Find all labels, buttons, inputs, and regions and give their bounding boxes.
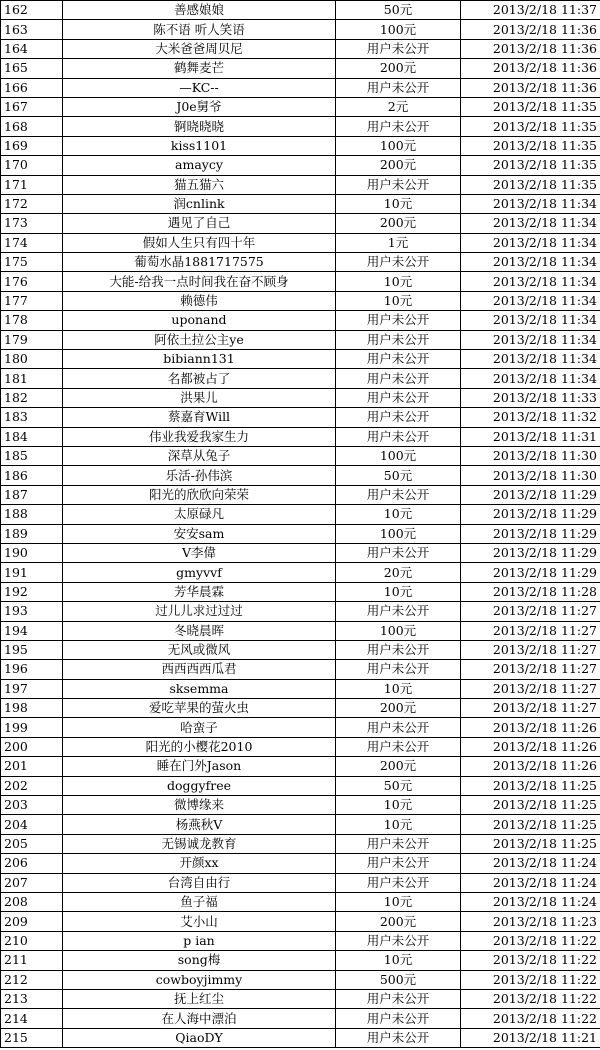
donation-amount: 200元 [336,699,461,718]
donor-name: 阳光的小樱花2010 [63,737,336,756]
donation-time: 2013/2/18 11:36 [461,78,600,97]
donor-name: 睡在门外Jason [63,757,336,776]
donation-amount: 200元 [336,59,461,78]
table-row [1,97,600,116]
donor-name: 无风或微风 [63,640,336,659]
donation-time: 2013/2/18 11:34 [461,330,600,349]
donor-name: —KC-- [63,78,336,97]
donation-amount: 500元 [336,970,461,989]
donor-name: 在人海中漂泊 [63,1009,336,1028]
donor-name: 芳华晨霖 [63,582,336,601]
row-number: 214 [1,1009,63,1028]
row-number: 209 [1,912,63,931]
donation-time: 2013/2/18 11:26 [461,737,600,756]
table-row [1,1,600,20]
table-row [1,78,600,97]
table-row [1,59,600,78]
donation-time: 2013/2/18 11:22 [461,1009,600,1028]
row-number: 163 [1,20,63,39]
donor-name: 洪果儿 [63,388,336,407]
donor-name: QiaoDY [63,1028,336,1047]
row-number: 175 [1,253,63,272]
table-row [1,214,600,233]
table-row [1,233,600,252]
row-number: 179 [1,330,63,349]
donation-amount: 100元 [336,621,461,640]
donation-time: 2013/2/18 11:25 [461,776,600,795]
donor-name: 抚上红尘 [63,989,336,1008]
row-number: 198 [1,699,63,718]
donation-time: 2013/2/18 11:25 [461,815,600,834]
row-number: 171 [1,175,63,194]
donation-time: 2013/2/18 11:30 [461,466,600,485]
table-row [1,408,600,427]
donation-amount: 10元 [336,951,461,970]
donation-time: 2013/2/18 11:36 [461,59,600,78]
donation-time: 2013/2/18 11:22 [461,931,600,950]
donation-time: 2013/2/18 11:30 [461,446,600,465]
donation-time: 2013/2/18 11:25 [461,796,600,815]
donation-amount: 用户未公开 [336,39,461,58]
donation-amount: 2元 [336,97,461,116]
donor-name: 鱼子福 [63,892,336,911]
donation-amount: 用户未公开 [336,427,461,446]
table-row [1,466,600,485]
donation-amount: 10元 [336,582,461,601]
donation-time: 2013/2/18 11:34 [461,194,600,213]
donor-name: 善感娘娘 [63,1,336,20]
donor-name: 阿依土拉公主ye [63,330,336,349]
donation-time: 2013/2/18 11:21 [461,1028,600,1047]
row-number: 207 [1,873,63,892]
table-row [1,854,600,873]
table-row [1,737,600,756]
table-row [1,330,600,349]
table-row [1,699,600,718]
donation-time: 2013/2/18 11:35 [461,117,600,136]
donation-time: 2013/2/18 11:34 [461,253,600,272]
donor-name: cowboyjimmy [63,970,336,989]
table-row [1,272,600,291]
table-row [1,117,600,136]
row-number: 191 [1,563,63,582]
donor-name: doggyfree [63,776,336,795]
donation-time: 2013/2/18 11:22 [461,970,600,989]
donor-name: 乐活-孙伟滨 [63,466,336,485]
row-number: 201 [1,757,63,776]
table-row [1,757,600,776]
row-number: 177 [1,291,63,310]
donation-time: 2013/2/18 11:22 [461,951,600,970]
row-number: 211 [1,951,63,970]
donation-time: 2013/2/18 11:34 [461,350,600,369]
donation-time: 2013/2/18 11:35 [461,136,600,155]
donor-name: 台湾自由行 [63,873,336,892]
donation-time: 2013/2/18 11:36 [461,20,600,39]
row-number: 172 [1,194,63,213]
donor-name: p ian [63,931,336,950]
donor-name: 遇见了自己 [63,214,336,233]
donor-name: sksemma [63,679,336,698]
donation-amount: 用户未公开 [336,78,461,97]
donor-name: 阳光的欣欣向荣荣 [63,485,336,504]
table-row [1,194,600,213]
donor-name: 深草从兔子 [63,446,336,465]
donation-time: 2013/2/18 11:34 [461,311,600,330]
donor-name: 名都被占了 [63,369,336,388]
row-number: 200 [1,737,63,756]
donation-amount: 用户未公开 [336,1009,461,1028]
row-number: 166 [1,78,63,97]
row-number: 181 [1,369,63,388]
donation-amount: 用户未公开 [336,660,461,679]
row-number: 215 [1,1028,63,1047]
donation-time: 2013/2/18 11:31 [461,427,600,446]
donation-time: 2013/2/18 11:28 [461,582,600,601]
donation-time: 2013/2/18 11:27 [461,621,600,640]
donation-amount: 用户未公开 [336,350,461,369]
table-row [1,1009,600,1028]
row-number: 208 [1,892,63,911]
row-number: 203 [1,796,63,815]
donor-name: bibiann131 [63,350,336,369]
donor-name: 安安sam [63,524,336,543]
donor-name: 爱吃苹果的萤火虫 [63,699,336,718]
donation-amount: 用户未公开 [336,369,461,388]
table-row [1,834,600,853]
donation-time: 2013/2/18 11:22 [461,989,600,1008]
row-number: 189 [1,524,63,543]
donation-time: 2013/2/18 11:36 [461,39,600,58]
donation-amount: 用户未公开 [336,253,461,272]
donation-time: 2013/2/18 11:27 [461,660,600,679]
table-row [1,1028,600,1047]
donation-amount: 200元 [336,214,461,233]
donation-time: 2013/2/18 11:34 [461,214,600,233]
row-number: 213 [1,989,63,1008]
donation-amount: 用户未公开 [336,737,461,756]
table-row [1,175,600,194]
donor-name: J0e舅爷 [63,97,336,116]
donor-name: kiss1101 [63,136,336,155]
donor-name: song梅 [63,951,336,970]
table-row [1,815,600,834]
donation-time: 2013/2/18 11:35 [461,175,600,194]
donation-time: 2013/2/18 11:25 [461,834,600,853]
donation-amount: 50元 [336,776,461,795]
row-number: 167 [1,97,63,116]
donation-amount: 用户未公开 [336,640,461,659]
row-number: 195 [1,640,63,659]
table-row [1,931,600,950]
table-row [1,718,600,737]
donor-name: 冬晓晨晖 [63,621,336,640]
table-row [1,951,600,970]
row-number: 190 [1,543,63,562]
donation-amount: 100元 [336,524,461,543]
row-number: 197 [1,679,63,698]
donor-name: 伟业我爱我家生力 [63,427,336,446]
row-number: 204 [1,815,63,834]
donor-name: 鹤舞麦芒 [63,59,336,78]
row-number: 187 [1,485,63,504]
row-number: 210 [1,931,63,950]
donation-table-body [1,1,600,1048]
donation-time: 2013/2/18 11:26 [461,757,600,776]
row-number: 194 [1,621,63,640]
donation-amount: 用户未公开 [336,602,461,621]
donation-amount: 100元 [336,136,461,155]
row-number: 170 [1,156,63,175]
donation-time: 2013/2/18 11:24 [461,854,600,873]
donor-name: 哈蛮子 [63,718,336,737]
donation-amount: 200元 [336,912,461,931]
row-number: 193 [1,602,63,621]
table-row [1,892,600,911]
table-row [1,369,600,388]
row-number: 205 [1,834,63,853]
donation-time: 2013/2/18 11:33 [461,388,600,407]
table-row [1,446,600,465]
table-row [1,427,600,446]
donation-amount: 用户未公开 [336,854,461,873]
donation-time: 2013/2/18 11:24 [461,892,600,911]
table-row [1,873,600,892]
table-row [1,776,600,795]
table-row [1,350,600,369]
donation-amount: 10元 [336,194,461,213]
donor-name: 葡萄水晶1881717575 [63,253,336,272]
table-row [1,524,600,543]
donation-amount: 100元 [336,20,461,39]
donation-amount: 用户未公开 [336,485,461,504]
donation-time: 2013/2/18 11:29 [461,563,600,582]
donor-name: 蔡嘉育Will [63,408,336,427]
donor-name: 大米爸爸周贝尼 [63,39,336,58]
table-row [1,679,600,698]
donor-name: 赖德伟 [63,291,336,310]
donation-time: 2013/2/18 11:26 [461,718,600,737]
table-row [1,912,600,931]
donation-time: 2013/2/18 11:34 [461,291,600,310]
donation-amount: 用户未公开 [336,117,461,136]
row-number: 169 [1,136,63,155]
donation-amount: 用户未公开 [336,1028,461,1047]
donor-name: 开颜xx [63,854,336,873]
donation-amount: 200元 [336,156,461,175]
donor-name: 过儿儿求过过过 [63,602,336,621]
donor-name: 西西西西瓜君 [63,660,336,679]
row-number: 188 [1,505,63,524]
donation-amount: 20元 [336,563,461,582]
row-number: 183 [1,408,63,427]
donation-time: 2013/2/18 11:32 [461,408,600,427]
row-number: 178 [1,311,63,330]
donor-name: 锕晓晓晓 [63,117,336,136]
row-number: 192 [1,582,63,601]
donation-amount: 10元 [336,291,461,310]
donation-amount: 1元 [336,233,461,252]
donation-time: 2013/2/18 11:23 [461,912,600,931]
donor-name: 猫五猫六 [63,175,336,194]
donation-amount: 50元 [336,1,461,20]
donor-name: 无锡诚龙教育 [63,834,336,853]
table-row [1,563,600,582]
table-row [1,582,600,601]
row-number: 184 [1,427,63,446]
table-row [1,485,600,504]
donation-time: 2013/2/18 11:29 [461,505,600,524]
donation-amount: 用户未公开 [336,989,461,1008]
row-number: 199 [1,718,63,737]
row-number: 180 [1,350,63,369]
donation-time: 2013/2/18 11:29 [461,524,600,543]
table-row [1,156,600,175]
row-number: 185 [1,446,63,465]
donor-name: V李偉 [63,543,336,562]
donation-amount: 用户未公开 [336,834,461,853]
row-number: 162 [1,1,63,20]
table-row [1,970,600,989]
donation-time: 2013/2/18 11:27 [461,699,600,718]
table-row [1,20,600,39]
table-row [1,311,600,330]
donation-amount: 100元 [336,446,461,465]
row-number: 164 [1,39,63,58]
donation-time: 2013/2/18 11:27 [461,679,600,698]
donor-name: 艾小山 [63,912,336,931]
donation-amount: 10元 [336,272,461,291]
donor-name: uponand [63,311,336,330]
table-row [1,253,600,272]
donation-amount: 用户未公开 [336,408,461,427]
donor-name: 杨燕秋V [63,815,336,834]
donor-name: 陈不语 听人笑语 [63,20,336,39]
donor-name: 润cnlink [63,194,336,213]
row-number: 212 [1,970,63,989]
donation-time: 2013/2/18 11:34 [461,233,600,252]
row-number: 182 [1,388,63,407]
donation-amount: 用户未公开 [336,175,461,194]
donation-time: 2013/2/18 11:35 [461,156,600,175]
donation-time: 2013/2/18 11:35 [461,97,600,116]
row-number: 173 [1,214,63,233]
donation-time: 2013/2/18 11:34 [461,369,600,388]
donor-name: amaycy [63,156,336,175]
donation-amount: 50元 [336,466,461,485]
donor-name: 太原碌凡 [63,505,336,524]
donation-amount: 10元 [336,815,461,834]
donation-amount: 用户未公开 [336,311,461,330]
donation-time: 2013/2/18 11:34 [461,272,600,291]
table-row [1,291,600,310]
table-row [1,660,600,679]
donation-time: 2013/2/18 11:27 [461,640,600,659]
donor-name: 微博缘来 [63,796,336,815]
table-row [1,796,600,815]
donation-amount: 用户未公开 [336,931,461,950]
table-row [1,989,600,1008]
table-row [1,505,600,524]
donation-time: 2013/2/18 11:24 [461,873,600,892]
donation-amount: 10元 [336,892,461,911]
donor-name: gmyvvf [63,563,336,582]
donation-amount: 200元 [336,757,461,776]
donation-amount: 用户未公开 [336,718,461,737]
donation-amount: 用户未公开 [336,873,461,892]
donor-name: 假如人生只有四十年 [63,233,336,252]
donation-amount: 10元 [336,505,461,524]
row-number: 206 [1,854,63,873]
donation-amount: 用户未公开 [336,543,461,562]
table-row [1,136,600,155]
donor-name: 大能-给我一点时间我在奋不顾身 [63,272,336,291]
row-number: 174 [1,233,63,252]
donation-amount: 用户未公开 [336,388,461,407]
table-row [1,640,600,659]
donation-time: 2013/2/18 11:29 [461,485,600,504]
row-number: 176 [1,272,63,291]
table-row [1,602,600,621]
donation-time: 2013/2/18 11:27 [461,602,600,621]
table-row [1,39,600,58]
row-number: 186 [1,466,63,485]
row-number: 168 [1,117,63,136]
donation-amount: 10元 [336,796,461,815]
donation-time: 2013/2/18 11:37 [461,1,600,20]
donation-amount: 用户未公开 [336,330,461,349]
row-number: 196 [1,660,63,679]
donation-amount: 10元 [336,679,461,698]
table-row [1,621,600,640]
donation-time: 2013/2/18 11:29 [461,543,600,562]
row-number: 202 [1,776,63,795]
row-number: 165 [1,59,63,78]
table-row [1,543,600,562]
table-row [1,388,600,407]
